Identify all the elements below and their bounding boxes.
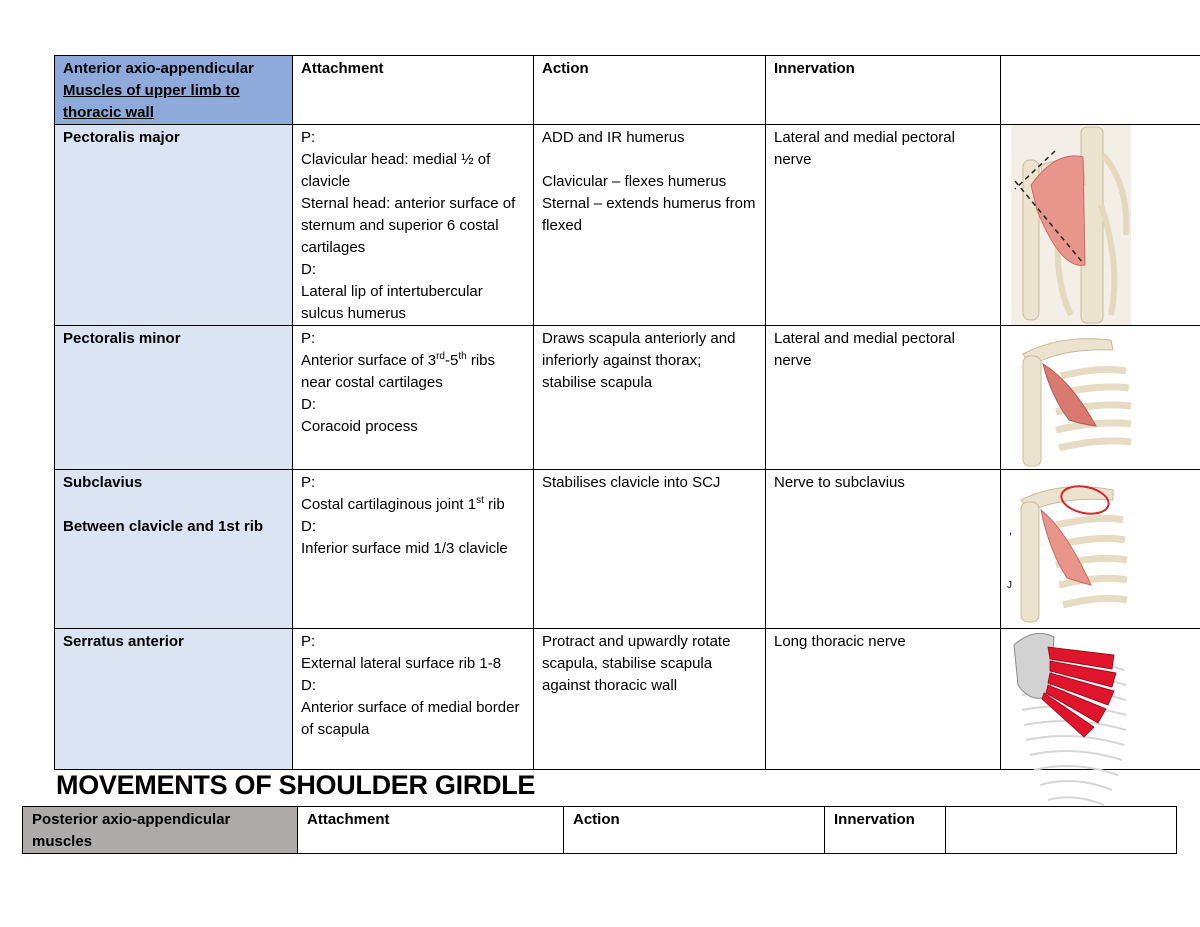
action-line: Clavicular – flexes humerus: [542, 173, 727, 190]
action-cell: Draws scapula anteriorly and inferiorly against thorax; stabilise scapula: [534, 326, 766, 470]
innervation-cell: Long thoracic nerve: [766, 629, 1001, 770]
attachment-cell: [293, 470, 534, 629]
attachment-line: External lateral surface rib 1-8: [301, 655, 502, 672]
rib-bone: [1056, 518, 1123, 525]
header-title: Anterior axio-appendicular: [63, 60, 254, 77]
header-muscle-group: Posterior axio-appendicular muscles: [23, 807, 298, 854]
header-innervation: Innervation: [766, 56, 1001, 125]
posterior-muscles-table: [22, 806, 1177, 854]
muscle-name: Pectoralis major: [55, 125, 293, 326]
action-line: Sternal – extends humerus from flexed: [542, 195, 756, 234]
innervation-cell: Lateral and medial pectoral nerve: [766, 125, 1001, 326]
header-attachment: Attachment: [298, 807, 564, 854]
attachment-line: P:: [301, 330, 316, 347]
action-cell: Protract and upwardly rotate scapula, stabilise scapula against thoracic wall: [534, 629, 766, 770]
muscle-name: Serratus anterior: [55, 629, 293, 770]
header-subtitle: Muscles of upper limb to thoracic wall: [63, 82, 240, 121]
attachment-line: D:: [301, 677, 316, 694]
header-attachment: Attachment: [293, 56, 534, 125]
attachment-line: D:: [301, 518, 316, 535]
table-header-row: [23, 807, 1177, 854]
attachment-cell: [293, 125, 534, 326]
rib-bone: [1061, 369, 1126, 376]
rib-bone: [1034, 766, 1118, 775]
header-muscle-group: [55, 56, 293, 125]
attachment-line: D:: [301, 261, 316, 278]
header-image-column: [946, 807, 1177, 854]
table-row: [55, 470, 1200, 629]
header-image-column: [1001, 56, 1200, 125]
attachment-line: P:: [301, 129, 316, 146]
attachment-line: Inferior surface mid 1/3 clavicle: [301, 540, 508, 557]
action-cell: [534, 125, 766, 326]
image-cell: [1001, 470, 1200, 629]
attachment-cell: [293, 326, 534, 470]
header-innervation: Innervation: [825, 807, 946, 854]
muscle-name: Subclavius: [63, 474, 143, 491]
attachment-line: Sternal head: anterior surface of sternum and superior 6 costal cartilages: [301, 195, 516, 256]
pectoralis-minor-illustration: [1001, 326, 1200, 468]
rib-bone: [1059, 578, 1127, 585]
rib-bone: [1040, 781, 1112, 790]
muscle-name-cell: [55, 470, 293, 629]
image-cell: [1001, 125, 1200, 326]
rib-bone: [1063, 598, 1127, 605]
attachment-line: P:: [301, 633, 316, 650]
attachment-line: D:: [301, 396, 316, 413]
table-row: [55, 125, 1200, 326]
attachment-cell: [293, 629, 534, 770]
rib-bone: [1059, 441, 1131, 448]
attachment-line: Coracoid process: [301, 418, 418, 435]
innervation-cell: Nerve to subclavius: [766, 470, 1001, 629]
pectoralis-major-illustration: [1001, 125, 1200, 325]
rib-bone: [1026, 736, 1124, 745]
attachment-line: Clavicular head: medial ½ of clavicle: [301, 151, 491, 190]
image-cell: [1001, 326, 1200, 470]
attachment-line: P:: [301, 474, 316, 491]
stray-mark: ,: [1009, 525, 1013, 537]
muscle-name: Pectoralis minor: [55, 326, 293, 470]
section-heading: MOVEMENTS OF SHOULDER GIRDLE: [56, 770, 536, 800]
action-line: ADD and IR humerus: [542, 129, 685, 146]
action-cell: Stabilises clavicle into SCJ: [534, 470, 766, 629]
header-action: Action: [564, 807, 825, 854]
stray-mark: J: [1007, 580, 1012, 591]
table-row: [55, 326, 1200, 470]
serratus-anterior-illustration: [1004, 625, 1134, 815]
innervation-cell: Lateral and medial pectoral nerve: [766, 326, 1001, 470]
rib-bone: [1048, 797, 1104, 805]
header-action: Action: [534, 56, 766, 125]
attachment-line: Lateral lip of intertubercular sulcus humerus: [301, 283, 483, 322]
humerus-bone: [1021, 502, 1039, 622]
subclavius-illustration: [1001, 470, 1200, 627]
attachment-line: Anterior surface of 3rd-5th ribs near costal cartilages: [301, 351, 496, 391]
muscle-subtitle: Between clavicle and 1st rib: [63, 518, 264, 535]
table-header-row: [55, 56, 1200, 125]
rib-bone: [1030, 751, 1122, 760]
humerus-bone: [1023, 356, 1041, 466]
attachment-line: Anterior surface of medial border of scapula: [301, 699, 520, 738]
attachment-line: Costal cartilaginous joint 1st rib: [301, 495, 505, 513]
